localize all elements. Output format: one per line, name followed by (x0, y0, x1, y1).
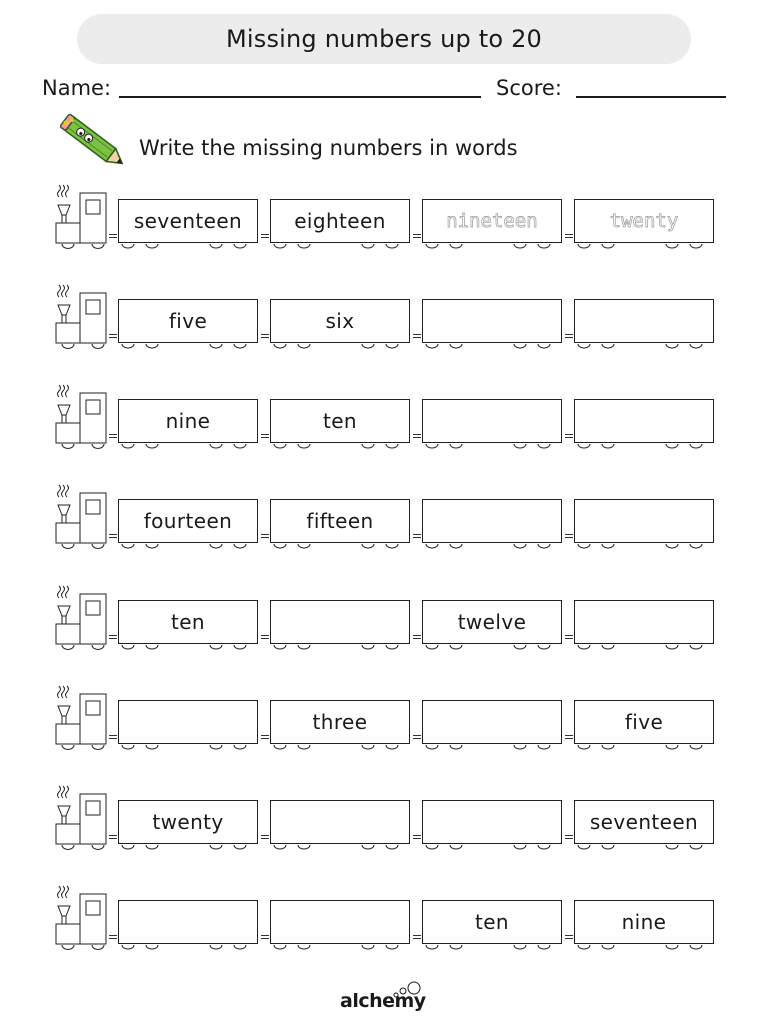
number-wagon: twelve (422, 600, 562, 644)
answer-wagon-blank[interactable] (118, 700, 258, 744)
answer-wagon-blank[interactable] (270, 900, 410, 944)
wagon-coupler (413, 635, 421, 639)
number-wagon: ten (422, 900, 562, 944)
number-wagon: ten (118, 600, 258, 644)
number-wagon: five (118, 299, 258, 343)
number-wagon: eighteen (270, 199, 410, 243)
wagon-coupler (261, 935, 269, 939)
answer-wagon-blank[interactable] (574, 600, 714, 644)
wagon-coupler (565, 534, 573, 538)
steam-engine-icon (52, 584, 118, 654)
number-wagon: three (270, 700, 410, 744)
answer-wagon-blank[interactable] (422, 499, 562, 543)
train-row (52, 183, 722, 253)
number-wagon: six (270, 299, 410, 343)
answer-wagon-blank[interactable] (574, 399, 714, 443)
wagon-coupler (413, 735, 421, 739)
wagon-coupler (261, 835, 269, 839)
train-row (52, 684, 722, 754)
number-wagon: fifteen (270, 499, 410, 543)
wagon-coupler (565, 234, 573, 238)
wagon-coupler (413, 935, 421, 939)
number-wagon: nine (118, 399, 258, 443)
pencil-icon (56, 114, 136, 176)
answer-wagon-blank[interactable] (270, 800, 410, 844)
answer-wagon-blank[interactable] (574, 299, 714, 343)
alchemy-logo (340, 980, 430, 1016)
wagon-coupler (565, 434, 573, 438)
answer-wagon-blank[interactable] (422, 800, 562, 844)
answer-wagon-blank[interactable] (422, 299, 562, 343)
steam-engine-icon (52, 183, 118, 253)
train-row (52, 483, 722, 553)
logo-text: alchemy (340, 990, 426, 1012)
wagon-coupler (565, 635, 573, 639)
number-wagon: twenty (118, 800, 258, 844)
answer-wagon-blank[interactable] (422, 700, 562, 744)
steam-engine-icon (52, 884, 118, 954)
score-label: Score: (496, 76, 562, 100)
answer-wagon-blank[interactable] (422, 399, 562, 443)
number-wagon: seventeen (574, 800, 714, 844)
number-wagon: five (574, 700, 714, 744)
instructions: Write the missing numbers in words (139, 136, 518, 160)
wagon-coupler (109, 434, 117, 438)
trace-wagon[interactable]: twenty (574, 199, 714, 243)
answer-wagon-blank[interactable] (118, 900, 258, 944)
wagon-coupler (261, 534, 269, 538)
wagon-coupler (413, 434, 421, 438)
steam-engine-icon (52, 684, 118, 754)
number-wagon: fourteen (118, 499, 258, 543)
wagon-coupler (261, 234, 269, 238)
name-label: Name: (42, 76, 112, 100)
trace-wagon[interactable]: nineteen (422, 199, 562, 243)
wagon-coupler (109, 735, 117, 739)
wagon-coupler (565, 735, 573, 739)
wagon-coupler (109, 334, 117, 338)
wagon-coupler (109, 635, 117, 639)
number-wagon: seventeen (118, 199, 258, 243)
wagon-coupler (261, 735, 269, 739)
wagon-coupler (565, 835, 573, 839)
name-line[interactable] (119, 96, 481, 98)
train-row (52, 283, 722, 353)
train-row (52, 383, 722, 453)
wagon-coupler (109, 935, 117, 939)
wagon-coupler (413, 334, 421, 338)
wagon-coupler (413, 835, 421, 839)
train-row (52, 784, 722, 854)
number-wagon: nine (574, 900, 714, 944)
worksheet-title: Missing numbers up to 20 (77, 14, 691, 64)
steam-engine-icon (52, 784, 118, 854)
score-line[interactable] (576, 96, 726, 98)
train-row (52, 884, 722, 954)
steam-engine-icon (52, 483, 118, 553)
wagon-coupler (261, 334, 269, 338)
wagon-coupler (413, 534, 421, 538)
number-wagon: ten (270, 399, 410, 443)
steam-engine-icon (52, 383, 118, 453)
wagon-coupler (109, 234, 117, 238)
answer-wagon-blank[interactable] (574, 499, 714, 543)
wagon-coupler (413, 234, 421, 238)
steam-engine-icon (52, 283, 118, 353)
train-row (52, 584, 722, 654)
bubbles-icon (388, 980, 424, 1000)
wagon-coupler (109, 835, 117, 839)
wagon-coupler (565, 935, 573, 939)
answer-wagon-blank[interactable] (270, 600, 410, 644)
wagon-coupler (261, 434, 269, 438)
wagon-coupler (109, 534, 117, 538)
wagon-coupler (565, 334, 573, 338)
wagon-coupler (261, 635, 269, 639)
